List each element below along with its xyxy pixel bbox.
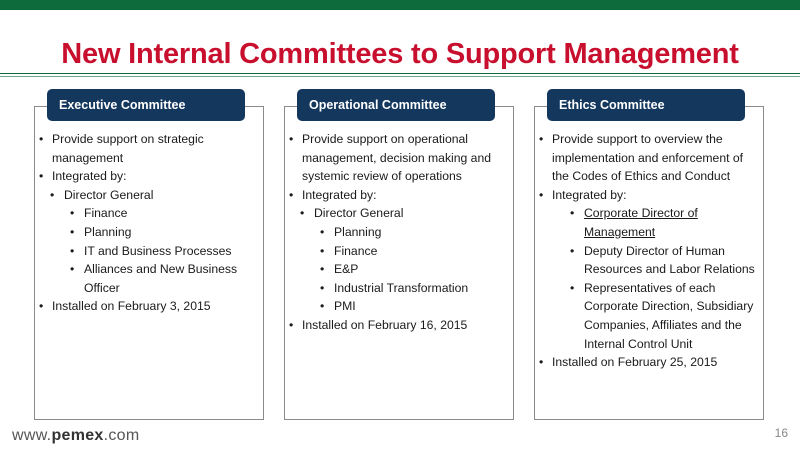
operational-committee-header: Operational Committee [297, 89, 495, 121]
bullet-text: Planning [84, 224, 132, 239]
bullet-icon: • [539, 355, 544, 370]
bullet-icon: • [539, 132, 544, 146]
bullet-item [284, 242, 506, 261]
bullet-item [284, 130, 506, 186]
bullet-item [34, 186, 256, 205]
operational-committee-list [284, 130, 506, 335]
bullet-text: Director General [64, 187, 154, 202]
bullet-icon: • [320, 224, 325, 239]
bullet-text: Industrial Transformation [334, 280, 469, 295]
bullet-item [284, 204, 506, 223]
bullet-text: Deputy Director of Human Resources and Labor Relations [584, 243, 755, 277]
bullet-text: Provide support to overview the implementation and enforcement of the Codes of Ethics and Conduct [552, 132, 744, 184]
bullet-item [34, 242, 256, 261]
bullet-text: Integrated by: [552, 187, 627, 202]
bullet-item [34, 204, 256, 223]
bullet-icon: • [70, 262, 75, 277]
bullet-item [534, 204, 756, 241]
bullet-icon: • [39, 299, 44, 314]
footer-website-url: www.pemex.com [12, 427, 140, 444]
bullet-text: Installed on February 3, 2015 [52, 299, 211, 314]
bullet-icon: • [320, 299, 325, 314]
ethics-committee-list [534, 130, 756, 372]
bullet-icon: • [39, 169, 44, 184]
bullet-text: Finance [334, 243, 378, 258]
bullet-text: Planning [334, 224, 382, 239]
title-divider [0, 73, 800, 74]
bullet-text: IT and Business Processes [84, 243, 232, 258]
bullet-icon: • [300, 206, 305, 221]
bullet-text: Finance [84, 206, 128, 221]
bullet-text: Representatives of each Corporate Direction, Subsidiary Companies, Affiliates and the Internal Control Unit [584, 280, 754, 351]
bullet-icon: • [570, 206, 575, 221]
executive-committee-list [34, 130, 256, 316]
bullet-item [534, 186, 756, 205]
bullet-text: PMI [334, 299, 356, 314]
bullet-icon: • [320, 280, 325, 295]
bullet-icon: • [39, 132, 44, 146]
bullet-text: E&P [334, 262, 359, 277]
bullet-item [534, 353, 756, 372]
bullet-icon: • [289, 317, 294, 332]
bullet-icon: • [70, 224, 75, 239]
top-accent-bar [0, 0, 800, 10]
bullet-item [284, 260, 506, 279]
bullet-text: Integrated by: [302, 187, 377, 202]
bullet-item [534, 242, 756, 279]
bullet-text: Director General [314, 206, 404, 221]
bullet-item [34, 260, 256, 297]
bullet-icon: • [70, 206, 75, 221]
bullet-text: Provide support on operational management, decision making and systemic review of operations [302, 132, 492, 184]
bullet-text: Installed on February 25, 2015 [552, 355, 718, 370]
bullet-item [34, 297, 256, 316]
bullet-text: Corporate Director of Management [584, 206, 698, 239]
slide-title: New Internal Committees to Support Management [61, 38, 739, 70]
bullet-icon: • [70, 243, 75, 258]
bullet-icon: • [50, 187, 55, 202]
bullet-icon: • [570, 243, 575, 258]
bullet-icon: • [570, 280, 575, 295]
bullet-icon: • [539, 187, 544, 202]
bullet-item [284, 297, 506, 316]
bullet-item [34, 130, 256, 167]
bullet-item [284, 186, 506, 205]
title-divider-secondary [0, 76, 800, 77]
bullet-item [284, 279, 506, 298]
bullet-text: Integrated by: [52, 169, 127, 184]
ethics-committee-header: Ethics Committee [547, 89, 745, 121]
bullet-text: Provide support on strategic management [52, 132, 204, 165]
bullet-icon: • [320, 262, 325, 277]
page-number: 16 [774, 426, 788, 440]
bullet-text: Installed on February 16, 2015 [302, 317, 468, 332]
bullet-text: Alliances and New Business Officer [84, 262, 238, 295]
bullet-item [284, 316, 506, 335]
bullet-icon: • [320, 243, 325, 258]
bullet-icon: • [289, 187, 294, 202]
bullet-item [534, 130, 756, 186]
bullet-item [34, 223, 256, 242]
bullet-icon: • [289, 132, 294, 146]
bullet-item [284, 223, 506, 242]
bullet-item [34, 167, 256, 186]
executive-committee-header: Executive Committee [47, 89, 245, 121]
bullet-item [534, 279, 756, 353]
